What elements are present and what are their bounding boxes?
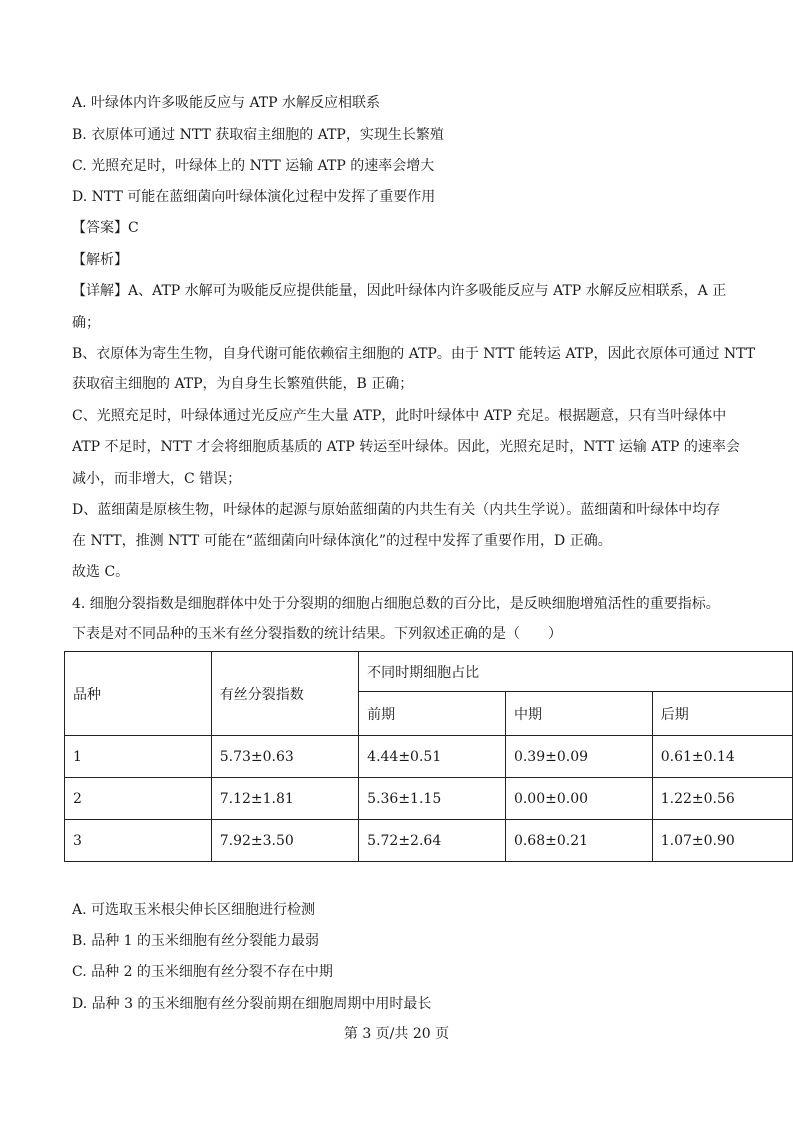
header-metaphase: 中期 (505, 692, 652, 736)
page-number: 第 3 页/共 20 页 (343, 1026, 450, 1042)
explanation-line: 故选 C。 (72, 564, 130, 580)
header-phase-group: 不同时期细胞占比 (359, 652, 793, 692)
table-row (65, 736, 793, 778)
cell-index: 7.92±3.50 (211, 820, 358, 862)
explanation-line: 在 NTT，推测 NTT 可能在“蓝细菌向叶绿体演化”的过程中发挥了重要作用，D 正确。 (72, 533, 612, 549)
cell-index: 5.73±0.63 (211, 736, 358, 778)
explanation-line: ATP 不足时，NTT 才会将细胞质基质的 ATP 转运至叶绿体。因此，光照充足时，NTT 运输 ATP 的速率会 (72, 439, 740, 455)
answer-label: 【答案】C (72, 220, 139, 236)
header-mitotic-index: 有丝分裂指数 (211, 652, 358, 736)
cell-prophase: 5.72±2.64 (359, 820, 506, 862)
option-d: D. NTT 可能在蓝细菌向叶绿体演化过程中发挥了重要作用 (72, 189, 436, 205)
question-stem: 下表是对不同品种的玉米有丝分裂指数的统计结果。下列叙述正确的是（ ） (72, 626, 562, 642)
cell-variety: 1 (65, 736, 212, 778)
cell-variety: 2 (65, 778, 212, 820)
mitosis-table (64, 651, 793, 862)
explanation-line: 【详解】A、ATP 水解可为吸能反应提供能量，因此叶绿体内许多吸能反应与 ATP 水解反应相联系，A 正 (72, 283, 727, 299)
question-stem: 4. 细胞分裂指数是细胞群体中处于分裂期的细胞占细胞总数的百分比，是反映细胞增殖活性的重要指标。 (72, 596, 720, 612)
option-c: C. 品种 2 的玉米细胞有丝分裂不存在中期 (72, 964, 333, 980)
header-prophase: 前期 (359, 692, 506, 736)
cell-metaphase: 0.39±0.09 (505, 736, 652, 778)
cell-metaphase: 0.68±0.21 (505, 820, 652, 862)
explanation-line: C、光照充足时，叶绿体通过光反应产生大量 ATP，此时叶绿体中 ATP 充足。根据题意，只有当叶绿体中 (72, 408, 727, 424)
option-c: C. 光照充足时，叶绿体上的 NTT 运输 ATP 的速率会增大 (72, 158, 435, 174)
cell-anaphase: 0.61±0.14 (652, 736, 792, 778)
option-a: A. 可选取玉米根尖伸长区细胞进行检测 (72, 902, 316, 918)
explanation-line: D、蓝细菌是原核生物，叶绿体的起源与原始蓝细菌的内共生有关（内共生学说）。蓝细菌和叶绿体中均存 (72, 502, 721, 518)
explanation-line: B、衣原体为寄生生物，自身代谢可能依赖宿主细胞的 ATP。由于 NTT 能转运 ATP，因此衣原体可通过 NTT (72, 346, 756, 362)
table-row (65, 820, 793, 862)
option-d: D. 品种 3 的玉米细胞有丝分裂前期在细胞周期中用时最长 (72, 996, 432, 1012)
cell-prophase: 4.44±0.51 (359, 736, 506, 778)
table-row (65, 778, 793, 820)
option-a: A. 叶绿体内许多吸能反应与 ATP 水解反应相联系 (72, 95, 381, 111)
cell-variety: 3 (65, 820, 212, 862)
analysis-label: 【解析】 (72, 252, 128, 268)
cell-index: 7.12±1.81 (211, 778, 358, 820)
option-b: B. 品种 1 的玉米细胞有丝分裂能力最弱 (72, 933, 319, 949)
header-variety: 品种 (65, 652, 212, 736)
option-b: B. 衣原体可通过 NTT 获取宿主细胞的 ATP，实现生长繁殖 (72, 127, 444, 143)
explanation-line: 获取宿主细胞的 ATP，为自身生长繁殖供能，B 正确； (72, 376, 414, 392)
header-anaphase: 后期 (652, 692, 792, 736)
cell-anaphase: 1.07±0.90 (652, 820, 792, 862)
explanation-line: 确； (72, 315, 100, 331)
cell-metaphase: 0.00±0.00 (505, 778, 652, 820)
cell-anaphase: 1.22±0.56 (652, 778, 792, 820)
cell-prophase: 5.36±1.15 (359, 778, 506, 820)
explanation-line: 减小，而非增大，C 错误； (72, 471, 242, 487)
